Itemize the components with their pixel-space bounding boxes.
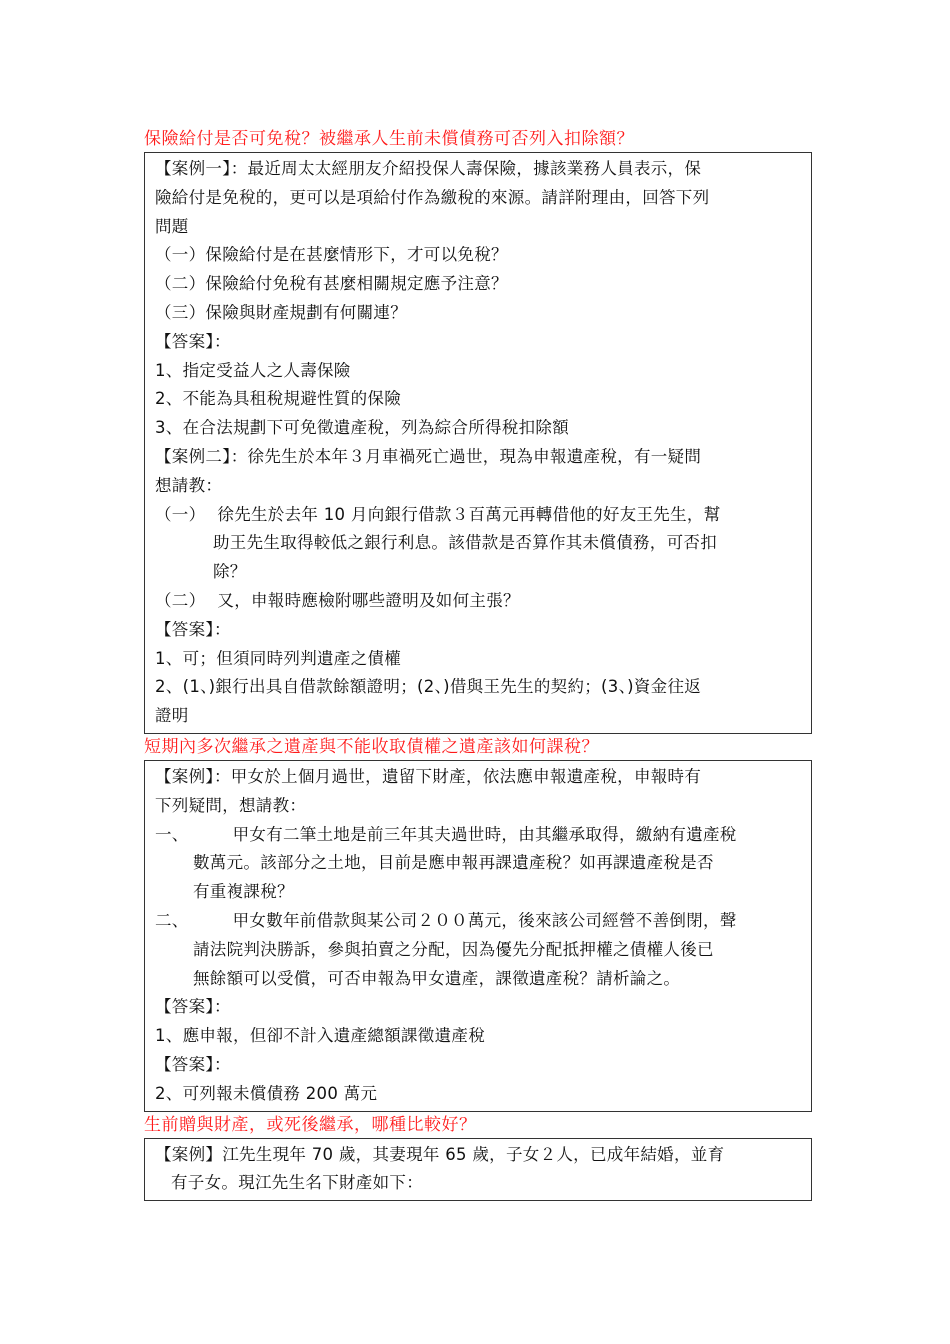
case-text-line: 險給付是免稅的，更可以是項給付作為繳稅的來源。請詳附理由，回答下列 bbox=[155, 187, 710, 207]
case-box-gift-vs-inheritance bbox=[144, 1138, 812, 1202]
question-text: 又，申報時應檢附哪些證明及如何主張？ bbox=[217, 590, 520, 610]
case-text-line: 【案例一】：最近周太太經朋友介紹投保人壽保險，據該業務人員表示，保 bbox=[155, 159, 702, 178]
question-line: 無餘額可以受償，可否申報為甲女遺產，課徵遺產稅？請析論之。 bbox=[193, 968, 681, 988]
answer-label: 【答案】： bbox=[155, 1054, 231, 1074]
question-line: 請法院判決勝訴，參與拍賣之分配，因為優先分配抵押權之債權人後已 bbox=[193, 939, 714, 959]
question-line: （三）保險與財產規劃有何關連？ bbox=[155, 302, 407, 322]
answer-line: 2、可列報未償債務 200 萬元 bbox=[155, 1083, 378, 1103]
case-text-line: 下列疑問，想請教： bbox=[155, 795, 307, 815]
section-heading-insurance: 保險給付是否可免稅？被繼承人生前未償債務可否列入扣除額？ bbox=[144, 129, 634, 149]
case-text-line: 【案例二】：徐先生於本年３月車禍死亡過世，現為申報遺產稅，有一疑問 bbox=[155, 446, 702, 466]
question-line: 助王先生取得較低之銀行利息。該借款是否算作其未償債務，可否扣 bbox=[213, 533, 717, 553]
answer-line: 證明 bbox=[155, 706, 189, 726]
case-box-repeated-inheritance bbox=[144, 760, 812, 1112]
answer-line: 3、在合法規劃下可免徵遺產稅，列為綜合所得稅扣除額 bbox=[155, 418, 569, 438]
question-line bbox=[155, 587, 803, 616]
answer-line: 2、不能為具租稅規避性質的保險 bbox=[155, 389, 401, 409]
answer-line: 1、指定受益人之人壽保險 bbox=[155, 360, 351, 380]
question-line bbox=[155, 821, 803, 850]
section-heading-repeated-inheritance: 短期內多次繼承之遺產與不能收取債權之遺產該如何課稅？ bbox=[144, 736, 599, 757]
question-line: （一）保險給付是在甚麼情形下，才可以免稅？ bbox=[155, 245, 508, 265]
question-marker: 二、 bbox=[155, 910, 189, 930]
question-text: 甲女有二筆土地是前三年其夫過世時，由其繼承取得，繳納有遺產稅 bbox=[232, 824, 737, 844]
question-line bbox=[155, 907, 803, 936]
answer-line: 1、應申報，但卻不計入遺產總額課徵遺產稅 bbox=[155, 1026, 485, 1046]
document-page bbox=[144, 126, 812, 1201]
case-text-line: 問題 bbox=[155, 216, 189, 236]
question-text: 甲女數年前借款與某公司２００萬元，後來該公司經營不善倒閉，聲 bbox=[232, 910, 737, 930]
question-line: 數萬元。該部分之土地，目前是應申報再課遺產稅？如再課遺產稅是否 bbox=[193, 853, 714, 873]
question-marker: （二） bbox=[155, 590, 206, 610]
case-box-insurance bbox=[144, 152, 812, 734]
section-heading-gift-vs-inheritance: 生前贈與財產，或死後繼承，哪種比較好？ bbox=[144, 1114, 477, 1135]
question-text: 徐先生於去年 10 月向銀行借款３百萬元再轉借他的好友王先生，幫 bbox=[217, 504, 721, 524]
case-text-line: 有子女。現江先生名下財產如下： bbox=[171, 1173, 423, 1193]
answer-line: 1、可；但須同時列判遺產之債權 bbox=[155, 648, 401, 668]
case-text-line: 想請教： bbox=[155, 475, 223, 495]
question-line: （二）保險給付免稅有甚麼相關規定應予注意？ bbox=[155, 274, 508, 294]
answer-label: 【答案】： bbox=[155, 997, 231, 1017]
answer-label: 【答案】： bbox=[155, 619, 231, 639]
case-text-line: 【案例】江先生現年 70 歲，其妻現年 65 歲，子女２人，已成年結婚，並育 bbox=[155, 1144, 725, 1164]
case-text-line: 【案例】：甲女於上個月過世，遺留下財產，依法應申報遺產稅，申報時有 bbox=[155, 766, 702, 786]
question-marker: 一、 bbox=[155, 824, 189, 844]
answer-line: 2、(1、)銀行出具自借款餘額證明；(2、)借與王先生的契約；(3、)資金往返 bbox=[155, 677, 702, 697]
question-marker: （一） bbox=[155, 504, 206, 524]
question-line bbox=[155, 501, 803, 530]
question-line: 有重複課稅？ bbox=[193, 882, 294, 902]
answer-label: 【答案】： bbox=[155, 331, 231, 351]
question-line: 除？ bbox=[213, 562, 247, 582]
